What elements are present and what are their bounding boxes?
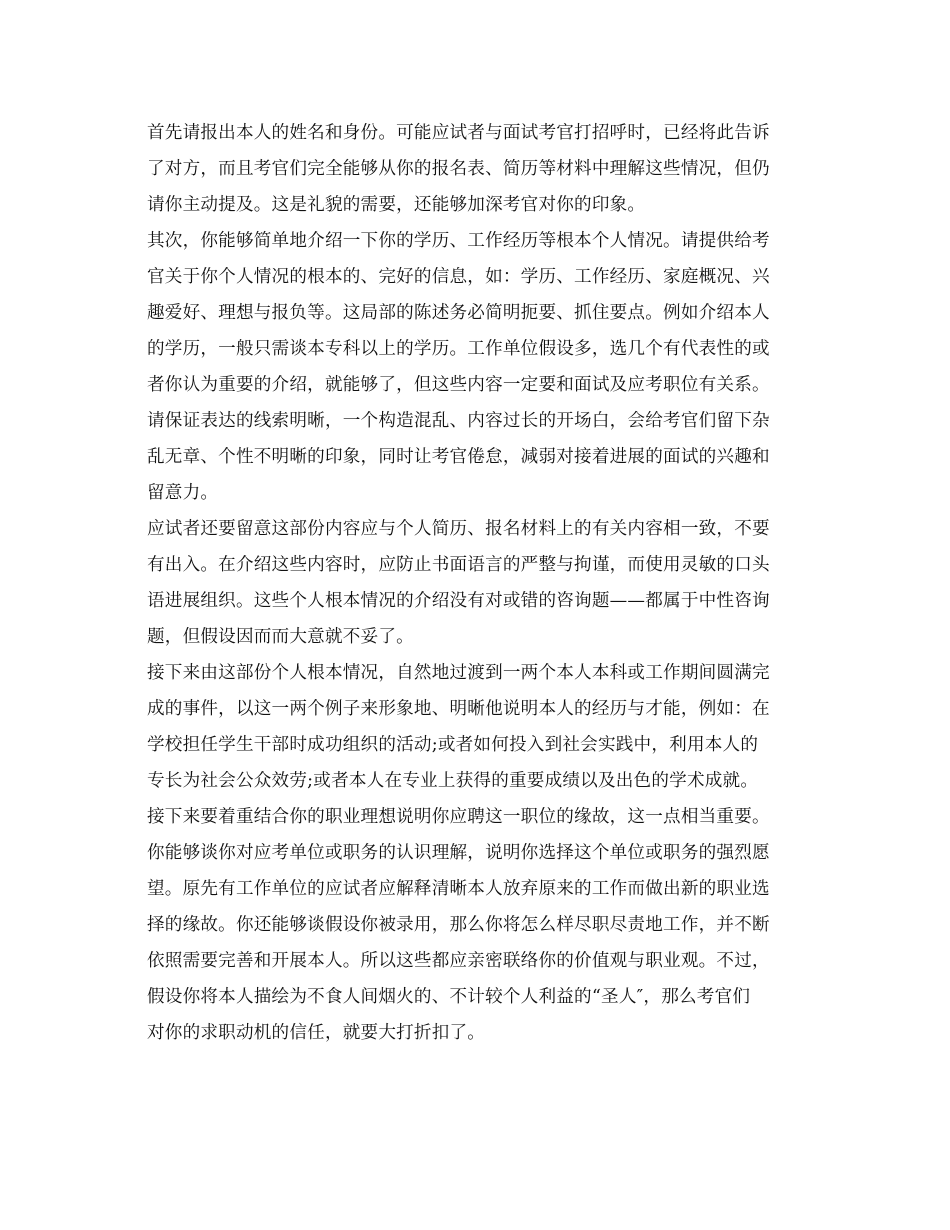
text-line: 其次，你能够简单地介绍一下你的学历、工作经历等根本个人情况。请提供给考 [147, 231, 770, 251]
text-line: 接下来由这部份个人根本情况，自然地过渡到一两个本人本科或工作期间圆满完 [147, 663, 770, 683]
text-line: 择的缘故。你还能够谈假设你被录用，那么你将怎么样尽职尽责地工作，并不断 [147, 915, 770, 935]
text-line: 望。原先有工作单位的应试者应解释清晰本人放弃原来的工作而做出新的职业选 [147, 879, 770, 899]
text-line: 对你的求职动机的信任，就要大打折扣了。 [147, 1023, 486, 1043]
text-line: 专长为社会公众效劳;或者本人在专业上获得的重要成绩以及出色的学术成就。 [147, 771, 759, 791]
text-line: 应试者还要留意这部份内容应与个人简历、报名材料上的有关内容相一致，不要 [147, 519, 770, 539]
text-line: 的学历，一般只需谈本专科以上的学历。工作单位假设多，选几个有代表性的或 [147, 339, 770, 359]
text-line: 请你主动提及。这是礼貌的需要，还能够加深考官对你的印象。 [147, 195, 646, 215]
text-line: 留意力。 [147, 483, 219, 503]
text-line: 官关于你个人情况的根本的、完好的信息，如：学历、工作经历、家庭概况、兴 [147, 267, 770, 287]
text-line: 成的事件，以这一两个例子来形象地、明晰他说明本人的经历与才能，例如：在 [147, 699, 770, 719]
text-line: 有出入。在介绍这些内容时，应防止书面语言的严整与拘谨，而使用灵敏的口头 [147, 555, 770, 575]
text-line: 趣爱好、理想与报负等。这局部的陈述务必简明扼要、抓住要点。例如介绍本人 [147, 303, 770, 323]
text-line: 你能够谈你对应考单位或职务的认识理解，说明你选择这个单位或职务的强烈愿 [147, 843, 770, 863]
text-line: 学校担任学生干部时成功组织的活动;或者如何投入到社会实践中，利用本人的 [147, 735, 759, 755]
text-line: 乱无章、个性不明晰的印象，同时让考官倦怠，减弱对接着进展的面试的兴趣和 [147, 447, 770, 467]
text-line: 了对方，而且考官们完全能够从你的报名表、简历等材料中理解这些情况，但仍 [147, 159, 770, 179]
text-line: 接下来要着重结合你的职业理想说明你应聘这一职位的缘故，这一点相当重要。 [147, 807, 770, 827]
text-line: 假设你将本人描绘为不食人间烟火的、不计较个人利益的“圣人″，那么考官们 [147, 987, 751, 1007]
text-line: 者你认为重要的介绍，就能够了，但这些内容一定要和面试及应考职位有关系。 [147, 375, 770, 395]
text-line: 首先请报出本人的姓名和身份。可能应试者与面试考官打招呼时，已经将此告诉 [147, 123, 770, 143]
text-line: 语进展组织。这些个人根本情况的介绍没有对或错的咨询题——都属于中性咨询 [147, 591, 770, 611]
text-line: 请保证表达的线索明晰，一个构造混乱、内容过长的开场白，会给考官们留下杂 [147, 411, 770, 431]
body-text [147, 115, 807, 1051]
text-line: 题，但假设因而而大意就不妥了。 [147, 627, 414, 647]
text-line: 依照需要完善和开展本人。所以这些都应亲密联络你的价值观与职业观。不过， [147, 951, 770, 971]
